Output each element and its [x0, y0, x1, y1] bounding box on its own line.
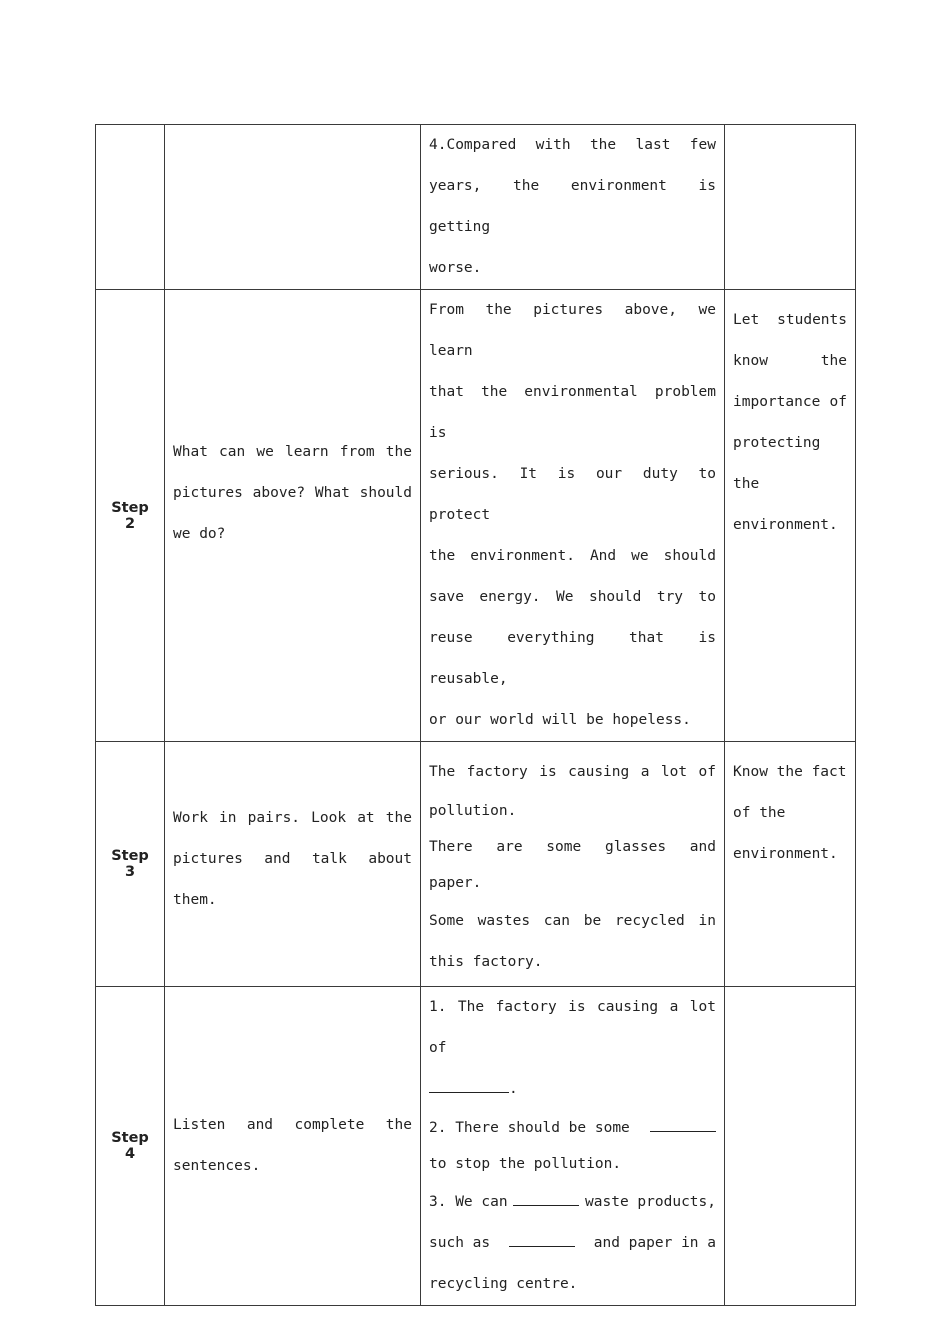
- activity-line: pictures above? What should: [173, 485, 412, 501]
- activity-line: Work in pairs. Look at the: [173, 809, 412, 826]
- activity-cell: [165, 742, 421, 987]
- table-row: [96, 125, 856, 290]
- content-line: to stop the pollution.: [429, 1156, 622, 1172]
- purpose-line: of the: [733, 805, 786, 821]
- content-cell: [421, 290, 725, 742]
- purpose-line: importance of: [733, 394, 847, 410]
- activity-line: pictures and talk about: [173, 850, 412, 867]
- content-cell: [421, 742, 725, 987]
- content-line: pollution.: [429, 803, 517, 819]
- table-row: [96, 290, 856, 742]
- activity-cell: [165, 290, 421, 742]
- content-line: reuse everything that is reusable,: [429, 630, 716, 687]
- purpose-cell: [725, 742, 856, 987]
- content-line: 2. There should be some: [429, 1110, 716, 1146]
- content-line: Some wastes can be recycled in: [429, 913, 716, 929]
- purpose-line: Let students: [733, 312, 847, 328]
- content-line: such as and paper in a: [429, 1223, 716, 1264]
- table-row: [96, 742, 856, 987]
- purpose-line: the: [733, 476, 760, 492]
- purpose-cell: [725, 987, 856, 1306]
- content-line: worse.: [429, 260, 482, 276]
- content-line: save energy. We should try to: [429, 589, 716, 605]
- purpose-line: Know the fact: [733, 764, 847, 780]
- activity-line: What can we learn from the: [173, 444, 412, 460]
- content-line: 1. The factory is causing a lot of: [429, 999, 716, 1056]
- content-line: The factory is causing a lot of: [429, 764, 716, 780]
- content-line: years, the environment is getting: [429, 178, 716, 235]
- step-label: Step 2: [96, 290, 165, 742]
- answer-blank: [650, 1117, 716, 1132]
- content-line: serious. It is our duty to protect: [429, 466, 716, 523]
- content-line: From the pictures above, we learn: [429, 302, 716, 359]
- content-line: .: [429, 1069, 716, 1110]
- purpose-cell: [725, 125, 856, 290]
- purpose-line: environment.: [733, 846, 838, 862]
- activity-line: them.: [173, 891, 217, 908]
- step-label: Step 3: [96, 742, 165, 987]
- content-line: the environment. And we should: [429, 548, 716, 564]
- purpose-line: environment.: [733, 517, 838, 533]
- content-line: 3. We can waste products,: [429, 1182, 716, 1223]
- activity-cell: [165, 987, 421, 1306]
- answer-blank: [429, 1078, 509, 1093]
- content-cell: [421, 987, 725, 1306]
- answer-blank: [513, 1191, 579, 1206]
- answer-blank: [509, 1232, 575, 1247]
- content-line: this factory.: [429, 954, 543, 970]
- step-cell: [96, 125, 165, 290]
- content-line: that the environmental problem is: [429, 384, 716, 441]
- content-cell: [421, 125, 725, 290]
- content-line: recycling centre.: [429, 1276, 578, 1292]
- activity-line: Listen and complete the: [173, 1117, 412, 1133]
- content-line: 4.Compared with the last few: [429, 137, 716, 153]
- activity-cell: [165, 125, 421, 290]
- purpose-line: protecting: [733, 435, 821, 451]
- content-line: or our world will be hopeless.: [429, 712, 691, 728]
- purpose-cell: [725, 290, 856, 742]
- purpose-line: know the: [733, 353, 847, 369]
- table-row: [96, 987, 856, 1306]
- content-line: There are some glasses and paper.: [429, 839, 716, 891]
- lesson-plan-table: [95, 124, 856, 1306]
- activity-line: sentences.: [173, 1158, 261, 1174]
- activity-line: we do?: [173, 526, 226, 542]
- step-label: Step 4: [96, 987, 165, 1306]
